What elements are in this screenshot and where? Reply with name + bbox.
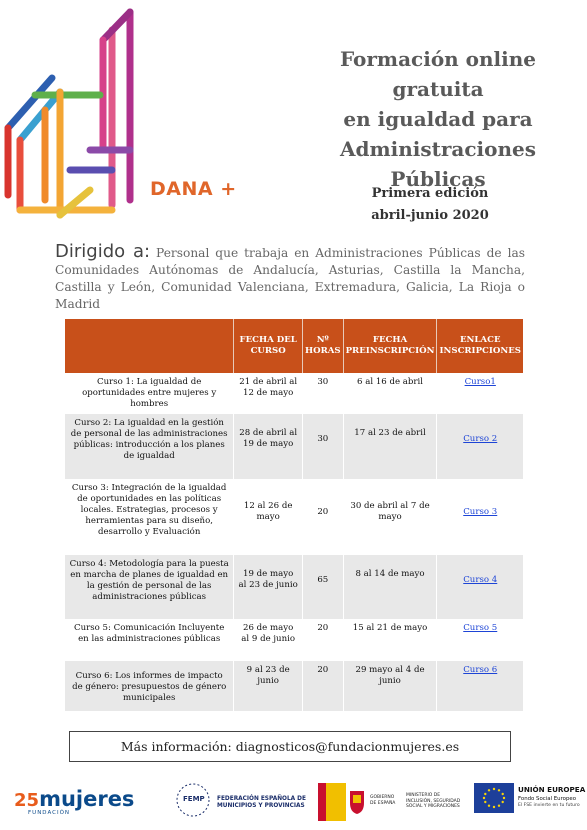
header-prereg: FECHA PREINSCRIPCIÓN <box>343 319 437 373</box>
gobierno-text: GOBIERNO DE ESPAÑA <box>370 795 396 806</box>
course-hours: 65 <box>302 555 343 619</box>
course-prereg: 30 de abril al 7 de mayo <box>343 479 437 555</box>
course-prereg: 15 al 21 de mayo <box>343 619 437 661</box>
audience-paragraph <box>55 243 525 313</box>
course-link-cell <box>437 555 523 619</box>
course-dates: 26 de mayo al 9 de junio <box>234 619 303 661</box>
mujeres-word: mujeres <box>39 787 135 811</box>
mujeres-number: 25 <box>14 790 40 811</box>
table-row <box>65 479 523 555</box>
femp-name <box>217 796 327 810</box>
table-row <box>65 661 523 711</box>
femp-acronym: FEMP <box>183 795 205 803</box>
course-dates: 9 al 23 de junio <box>234 661 303 711</box>
course-dates: 28 de abril al 19 de mayo <box>234 414 303 479</box>
header-course <box>65 319 234 373</box>
header-hours: Nº HORAS <box>302 319 343 373</box>
course-name: Curso 6: Los informes de impacto de género: presupuestos de género municipales <box>65 661 234 711</box>
course-name: Curso 3: Integración de la igualdad de oportunidades en las políticas locales. Estrategias, procesos y herramientas para su diseño, desarrollo y Evaluación <box>65 479 234 555</box>
mujeres-sub: FUNDACIÓN <box>28 810 71 816</box>
course-name: Curso 5: Comunicación Incluyente en las administraciones públicas <box>65 619 234 661</box>
course-link[interactable]: Curso 6 <box>463 665 498 675</box>
course-link-cell <box>437 373 523 414</box>
course-link[interactable]: Curso 5 <box>463 623 498 633</box>
course-prereg: 6 al 16 de abril <box>343 373 437 414</box>
flag-yellow-stripe <box>326 783 346 821</box>
ue-motto: El FSE invierte en tu futuro <box>518 803 580 808</box>
course-hours: 20 <box>302 661 343 711</box>
course-link-cell <box>437 479 523 555</box>
course-dates: 12 al 26 de mayo <box>234 479 303 555</box>
dana-logo-text: DANA + <box>150 178 237 200</box>
edition-label: Primera edición <box>371 186 489 201</box>
course-link-cell <box>437 414 523 479</box>
femp-line: MUNICIPIOS Y PROVINCIAS <box>217 803 305 809</box>
course-hours: 20 <box>302 619 343 661</box>
course-link[interactable]: Curso 4 <box>463 575 498 585</box>
course-name: Curso 1: La igualdad de oportunidades entre mujeres y hombres <box>65 373 234 414</box>
course-link-cell <box>437 619 523 661</box>
ue-title: UNIÓN EUROPEA <box>518 785 586 794</box>
course-link-cell <box>437 661 523 711</box>
table-row <box>65 373 523 414</box>
course-link[interactable]: Curso 2 <box>463 434 498 444</box>
eu-flag-icon <box>474 783 514 813</box>
course-dates: 21 de abril al 12 de mayo <box>234 373 303 414</box>
course-hours: 30 <box>302 414 343 479</box>
femp-line: FEDERACIÓN ESPAÑOLA DE <box>217 796 306 802</box>
title-line: Administraciones <box>339 137 537 161</box>
course-name: Curso 4: Metodología para la puesta en marcha de planes de igualdad en la gestión de personal de las administraciones públicas <box>65 555 234 619</box>
table-header-row <box>65 319 523 373</box>
gobierno-logo <box>318 783 462 821</box>
course-hours: 20 <box>302 479 343 555</box>
course-dates: 19 de mayo al 23 de junio <box>234 555 303 619</box>
title-line: Públicas <box>390 167 486 191</box>
coat-of-arms-icon <box>348 787 366 815</box>
course-hours: 30 <box>302 373 343 414</box>
edition-info <box>330 183 530 227</box>
header-link: ENLACE INSCRIPCIONES <box>437 319 523 373</box>
table-row <box>65 555 523 619</box>
title-line: Formación online gratuita <box>339 47 537 101</box>
flag-red-stripe <box>318 783 326 821</box>
table-row <box>65 414 523 479</box>
page-title <box>300 44 576 194</box>
ministerio-text: MINISTERIO DE INCLUSIÓN, SEGURIDAD SOCIAL Y MIGRACIONES <box>406 793 461 809</box>
title-line: en igualdad para <box>343 107 533 131</box>
course-link[interactable]: Curso1 <box>464 377 496 387</box>
table-row <box>65 619 523 661</box>
course-name: Curso 2: La igualdad en la gestión de personal de las administraciones públicas: introducción a los planes de igualdad <box>65 414 234 479</box>
header-course-dates: FECHA DEL CURSO <box>234 319 303 373</box>
audience-text: Personal que trabaja en Administraciones Públicas de las Comunidades Autónomas de Andalucía, Asturias, Castilla la Mancha, Castilla y León, Comunidad Valenciana, Extremadura, Galicia, La Rioja o Madrid <box>55 246 525 311</box>
course-prereg: 8 al 14 de mayo <box>343 555 437 619</box>
course-prereg: 29 mayo al 4 de junio <box>343 661 437 711</box>
audience-lead: Dirigido a: <box>55 241 151 262</box>
edition-dates: abril-junio 2020 <box>371 208 489 223</box>
course-link[interactable]: Curso 3 <box>463 507 498 517</box>
fundacion-mujeres-logo <box>14 787 135 816</box>
ue-fund: Fondo Social Europeo <box>518 796 577 802</box>
more-info-box: Más información: diagnosticos@fundacionmujeres.es <box>69 731 511 762</box>
course-prereg: 17 al 23 de abril <box>343 414 437 479</box>
courses-table <box>65 319 523 711</box>
